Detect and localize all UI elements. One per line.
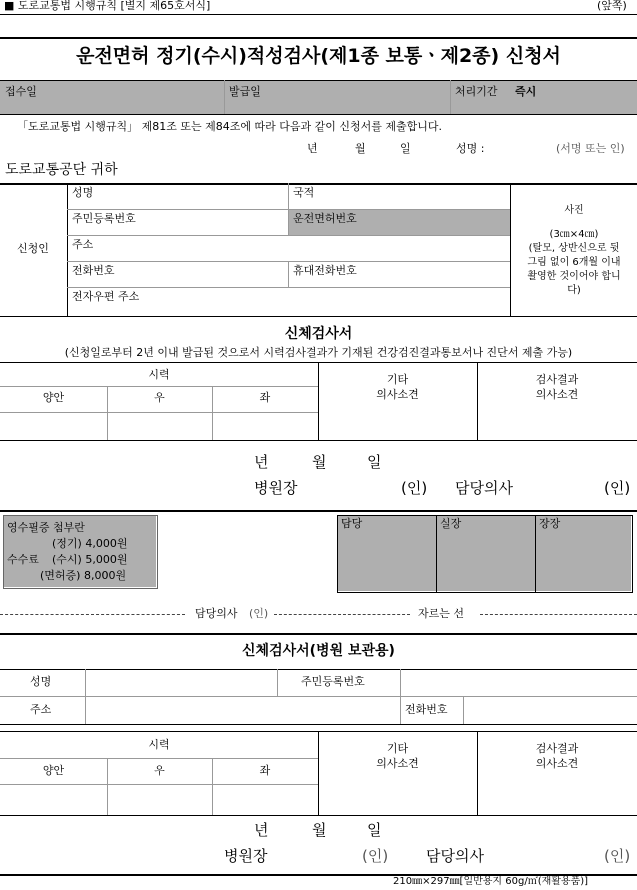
hc-name-label: 성명 (30, 675, 52, 688)
hc-result-opinion-1: 검사결과 (535, 742, 579, 755)
form-title: 운전면허 정기(수시)적성검사(제1종 보통ㆍ제2종) 신청서 (76, 45, 561, 67)
photo-note-1: (탈모, 상반신으로 뒷 (528, 243, 620, 254)
received-date-label: 접수일 (5, 85, 37, 98)
hc-resident-label: 주민등록번호 (301, 675, 365, 688)
vision-right: 우 (154, 391, 165, 404)
resident-number-label: 주민등록번호 (72, 212, 136, 225)
email-label: 전자우편 주소 (72, 290, 140, 303)
fee-regular: (정기) 4,000원 (52, 537, 128, 550)
processing-period-label: 처리기간 (455, 85, 498, 98)
issued-date-label: 발급일 (229, 85, 261, 98)
cert1-month: 월 (312, 453, 327, 471)
hc-director-seal: (인) (362, 847, 389, 865)
cert1-day: 일 (367, 453, 382, 471)
photo-note-4: 다) (567, 285, 581, 296)
date-year: 년 (307, 142, 318, 155)
nationality-label: 국적 (293, 186, 315, 199)
photo-note-3: 촬영한 것이어야 합니 (527, 271, 621, 282)
address-label: 주소 (72, 238, 94, 251)
cert1-director-seal: (인) (401, 479, 428, 497)
other-opinion-2: 의사소견 (376, 388, 419, 401)
photo-note-2: 그림 없이 6개월 이내 (527, 257, 621, 268)
hc-other-opinion-2: 의사소견 (376, 757, 419, 770)
other-opinion-1: 기타 (386, 373, 409, 386)
fee-license: (면허증) 8,000원 (40, 569, 127, 582)
hc-year: 년 (254, 821, 269, 839)
hc-vision-both: 양안 (42, 764, 65, 777)
recipient: 도로교통공단 귀하 (5, 162, 118, 178)
fee-label: 수수료 (7, 553, 39, 566)
cert1-doctor: 담당의사 (455, 479, 513, 497)
hc-vision-header: 시력 (148, 738, 170, 751)
applicant-label: 신청인 (17, 242, 49, 255)
hc-doctor: 담당의사 (426, 847, 484, 865)
approval-chief: 실장 (440, 517, 462, 530)
hc-vision-left: 좌 (259, 764, 271, 777)
fee-occasional: (수시) 5,000원 (52, 553, 128, 566)
hc-address-label: 주소 (30, 703, 52, 716)
fee-stamp-label: 영수필증 첨부란 (7, 521, 85, 534)
vision-both: 양안 (42, 391, 65, 404)
hc-month: 월 (312, 821, 327, 839)
mobile-label: 휴대전화번호 (293, 264, 357, 277)
result-opinion-1: 검사결과 (535, 373, 579, 386)
approval-head: 장장 (539, 517, 561, 530)
cut-doctor: 담당의사 (195, 607, 238, 620)
page-side: (앞쪽) (597, 0, 627, 12)
phone-label: 전화번호 (72, 264, 115, 277)
license-number-label: 운전면허번호 (293, 212, 357, 225)
cut-line-label: 자르는 선 (418, 607, 465, 620)
cert1-director: 병원장 (254, 479, 298, 497)
vision-header: 시력 (148, 368, 170, 381)
result-opinion-2: 의사소견 (535, 388, 579, 401)
processing-period-value: 즉시 (515, 85, 537, 98)
hc-result-opinion-2: 의사소견 (535, 757, 579, 770)
hc-day: 일 (367, 821, 382, 839)
hc-phone-label: 전화번호 (405, 703, 448, 716)
date-day: 일 (400, 142, 411, 155)
hospital-copy-title: 신체검사서(병원 보관용) (242, 643, 395, 659)
photo-label: 사진 (564, 205, 584, 216)
hc-doctor-seal: (인) (604, 847, 631, 865)
hc-vision-right: 우 (154, 764, 165, 777)
medical-cert-subtitle: (신청일로부터 2년 이내 발급된 것으로서 시력검사결과가 기재된 건강검진결과통보서나 진단서 제출 가능) (64, 346, 573, 359)
statement-text: 「도로교통법 시행규칙」 제81조 또는 제84조에 따라 다음과 같이 신청서를 제출합니다. (17, 120, 442, 133)
receipt-area (0, 80, 637, 114)
law-reference: ■ 도로교통법 시행규칙 [별지 제65호서식] (4, 0, 211, 12)
cut-doctor-seal: (인) (249, 607, 269, 620)
cert1-year: 년 (254, 453, 269, 471)
hc-director: 병원장 (224, 847, 268, 865)
date-month: 월 (355, 142, 366, 155)
signature-placeholder: (서명 또는 인) (556, 142, 625, 155)
name-label: 성명 (72, 186, 94, 199)
cert1-doctor-seal: (인) (604, 479, 631, 497)
medical-cert-title: 신체검사서 (284, 326, 353, 342)
paper-spec-footer: 210㎜×297㎜[일반용지 60g/㎡(재활용품)] (393, 876, 589, 887)
approval-staff: 담당 (341, 517, 363, 530)
photo-size: (3㎝×4㎝) (549, 229, 599, 240)
applicant-name-label: 성명 : (456, 142, 485, 155)
vision-left: 좌 (259, 391, 271, 404)
hc-other-opinion-1: 기타 (386, 742, 409, 755)
